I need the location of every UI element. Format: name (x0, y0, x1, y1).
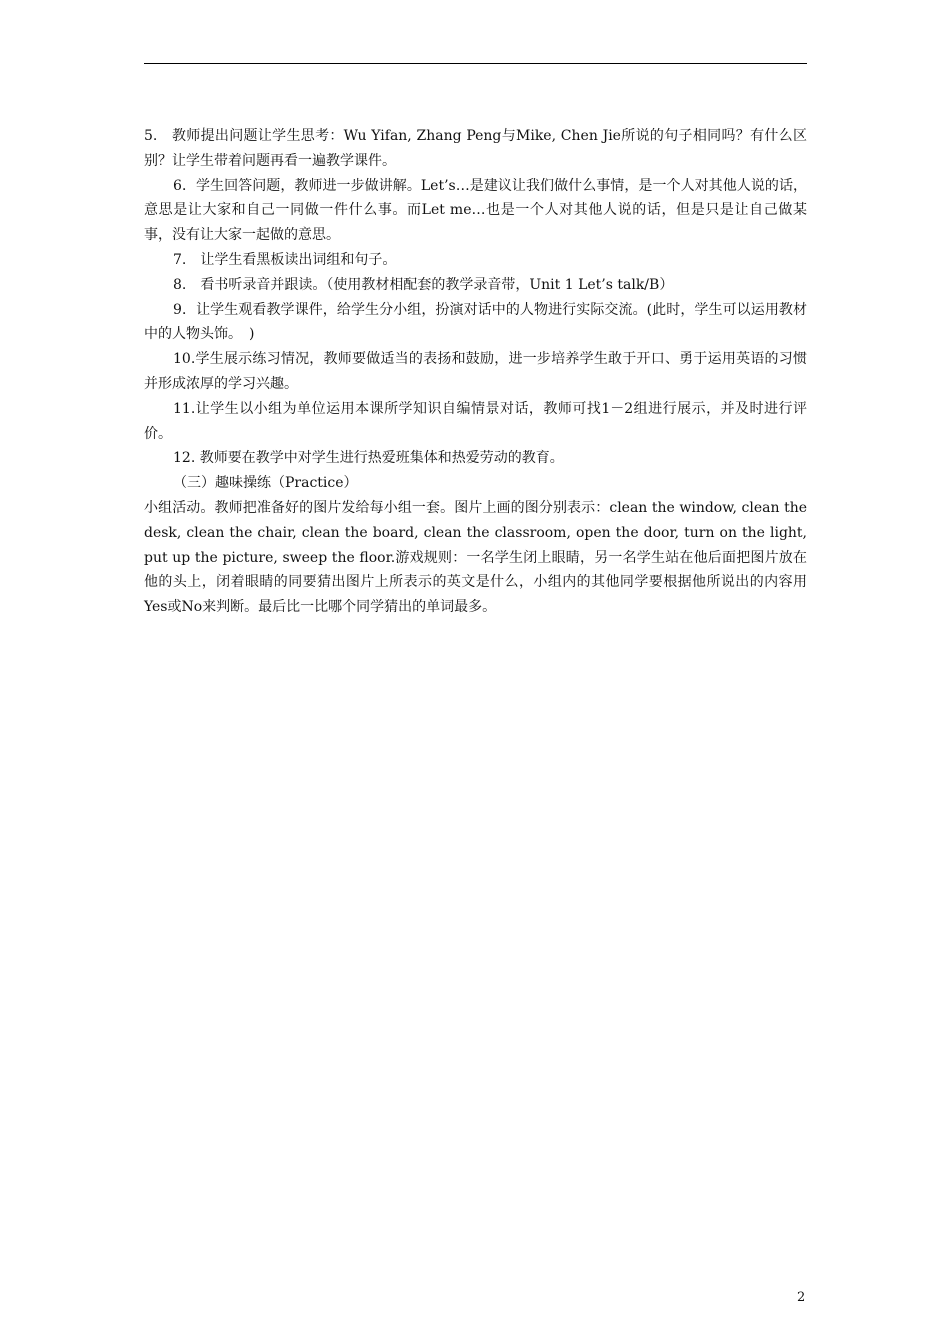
section-heading-practice: （三）趣味操练（Practice） (173, 475, 358, 492)
document-body (144, 124, 807, 620)
header-rule (144, 63, 807, 64)
paragraph-8: 8. 看书听录音并跟读。（使用教材相配套的教学录音带，Unit 1 Let’s talk/B） (173, 276, 674, 293)
paragraph-group-activity: 小组活动。教师把准备好的图片发给每小组一套。图片上画的图分别表示：clean the window, clean the desk, clean the chair, clean the board, clean the classroom, open the door, turn on the light, put up the picture, sweep the floor.游戏规则：一名学生闭上眼睛，另一名学生站在他后面把图片放在他的头上，闭着眼睛的同要猜出图片上所表示的英文是什么，小组内的其他同学要根据他所说出的内容用Yes或No来判断。最后比一比哪个同学猜出的单词最多。 (144, 499, 807, 616)
paragraph-10: 10.学生展示练习情况，教师要做适当的表扬和鼓励，进一步培养学生敢于开口、勇于运用英语的习惯并形成浓厚的学习兴趣。 (144, 351, 807, 392)
paragraph-7: 7. 让学生看黑板读出词组和句子。 (173, 251, 397, 268)
paragraph-12: 12. 教师要在教学中对学生进行热爱班集体和热爱劳动的教育。 (173, 450, 564, 467)
paragraph-11: 11.让学生以小组为单位运用本课所学知识自编情景对话，教师可找1－2组进行展示，并及时进行评价。 (144, 400, 807, 442)
paragraph-5: 5. 教师提出问题让学生思考：Wu Yifan, Zhang Peng与Mike, Chen Jie所说的句子相同吗？有什么区别？让学生带着问题再看一遍教学课件。 (144, 128, 807, 169)
page-number: 2 (797, 1290, 806, 1305)
paragraph-6: 6．学生回答问题，教师进一步做讲解。Let’s…是建议让我们做什么事情，是一个人对其他人说的话，意思是让大家和自己一同做一件什么事。而Let me…也是一个人对其他人说的话，但是只是让自己做某事，没有让大家一起做的意思。 (144, 177, 807, 244)
paragraph-9: 9．让学生观看教学课件，给学生分小组，扮演对话中的人物进行实际交流。(此时，学生可以运用教材中的人物头饰。 ) (144, 301, 807, 343)
